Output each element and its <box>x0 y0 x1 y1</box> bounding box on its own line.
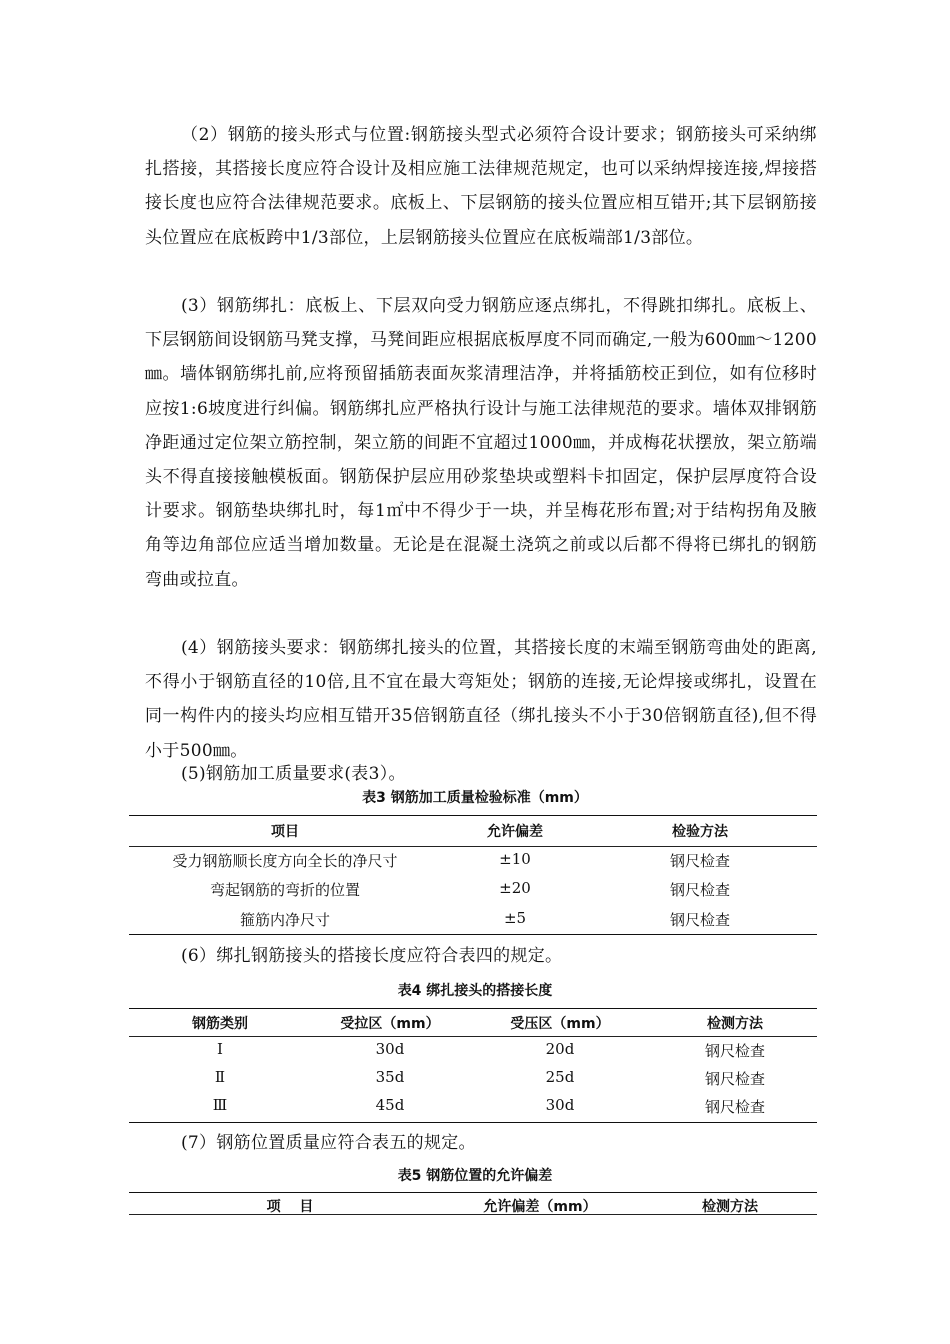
table3-bottom-rule <box>129 934 817 935</box>
table4-header-category: 钢筋类别 <box>192 1016 248 1032</box>
table5-caption: 表5 钢筋位置的允许偏差 <box>397 1168 553 1184</box>
table3-cell: 受力钢筋顺长度方向全长的净尺寸 <box>172 852 398 870</box>
table3-top-rule <box>129 815 817 816</box>
table3-header-item: 项目 <box>271 824 299 840</box>
paragraph-joint-form: （2）钢筋的接头形式与位置:钢筋接头型式必须符合设计要求；钢筋接头可采纳绑扎搭接，其搭接长度应符合设计及相应施工法律规范规定，也可以采纳焊接连接,焊接搭接长度也应符合法律规范要求。底板上、下层钢筋的接头位置应相互错开;其下层钢筋接头位置应在底板跨中1/3部位，上层钢筋接头位置应在底板端部1/3部位。 <box>145 125 817 248</box>
table3-caption: 表3 钢筋加工质量检验标准（mm） <box>362 790 588 806</box>
table5-header-tolerance: 允许偏差（mm） <box>483 1199 597 1215</box>
table3-header-rule <box>129 846 817 847</box>
table3-cell: ±5 <box>503 909 527 927</box>
table4-cell: 钢尺检查 <box>704 1070 765 1088</box>
table4-cell: Ⅲ <box>212 1096 228 1114</box>
paragraph-binding: (3）钢筋绑扎：底板上、下层双向受力钢筋应逐点绑扎，不得跳扣绑扎。底板上、下层钢筋间设钢筋马凳支撑，马凳间距应根据底板厚度不同而确定,一般为600㎜～1200㎜。墙体钢筋绑扎前,应将预留插筋表面灰浆清理洁净，并将插筋校正到位，如有位移时应按1:6坡度进行纠偏。钢筋绑扎应严格执行设计与施工法律规范的要求。墙体双排钢筋净距通过定位架立筋控制，架立筋的间距不宜超过1000㎜，并成梅花状摆放，架立筋端头不得直接接触模板面。钢筋保护层应用砂浆垫块或塑料卡扣固定，保护层厚度符合设计要求。钢筋垫块绑扎时，每1㎡中不得少于一块，并呈梅花形布置;对于结构拐角及腋角等边角部位应适当增加数量。无论是在混凝土浇筑之前或以后都不得将已绑扎的钢筋弯曲或拉直。 <box>145 296 817 590</box>
table4-bottom-rule <box>129 1122 817 1123</box>
table4-cell: 30d <box>545 1096 575 1114</box>
table4-cell: 钢尺检查 <box>704 1042 765 1060</box>
table3-header-tolerance: 允许偏差 <box>487 824 543 840</box>
table3-cell: ±20 <box>499 879 531 897</box>
table3-cell: 钢尺检查 <box>669 881 730 899</box>
table3-cell: 箍筋内净尺寸 <box>239 911 330 929</box>
paragraph-processing-quality: (5)钢筋加工质量要求(表3）。 <box>181 764 406 784</box>
table4-cell: Ⅰ <box>217 1040 223 1058</box>
paragraph-joint-requirements: (4）钢筋接头要求：钢筋绑扎接头的位置，其搭接长度的末端至钢筋弯曲处的距离,不得小于钢筋直径的10倍,且不宜在最大弯矩处；钢筋的连接,无论焊接或绑扎，设置在同一构件内的接头均应相互错开35倍钢筋直径（绑扎接头不小于30倍钢筋直径),但不得小于500㎜。 <box>145 638 817 761</box>
paragraph-position-quality: (7）钢筋位置质量应符合表五的规定。 <box>181 1133 476 1153</box>
table3-cell: ±10 <box>499 850 531 868</box>
table4-cell: 35d <box>375 1068 405 1086</box>
table4-cell: 30d <box>375 1040 405 1058</box>
table4-cell: 20d <box>545 1040 575 1058</box>
table4-cell: 45d <box>375 1096 405 1114</box>
table5-header-item: 项 目 <box>266 1199 314 1215</box>
table4-header-tension: 受拉区（mm） <box>340 1016 440 1032</box>
table4-caption: 表4 绑扎接头的搭接长度 <box>397 983 553 999</box>
table3-header-method: 检验方法 <box>672 824 728 840</box>
table4-header-compression: 受压区（mm） <box>510 1016 610 1032</box>
table5-header-rule <box>129 1214 817 1215</box>
table3-cell: 钢尺检查 <box>669 911 730 929</box>
table5-top-rule <box>129 1192 817 1193</box>
table4-cell: 钢尺检查 <box>704 1098 765 1116</box>
table5-header-method: 检测方法 <box>702 1199 758 1215</box>
table4-header-method: 检测方法 <box>707 1016 763 1032</box>
table3-cell: 弯起钢筋的弯折的位置 <box>209 881 360 899</box>
table4-cell: 25d <box>545 1068 575 1086</box>
table4-top-rule <box>129 1008 817 1009</box>
table3-cell: 钢尺检查 <box>669 852 730 870</box>
table4-cell: Ⅱ <box>214 1068 226 1086</box>
table4-header-rule <box>129 1036 817 1037</box>
paragraph-lap-length: (6）绑扎钢筋接头的搭接长度应符合表四的规定。 <box>181 946 563 966</box>
